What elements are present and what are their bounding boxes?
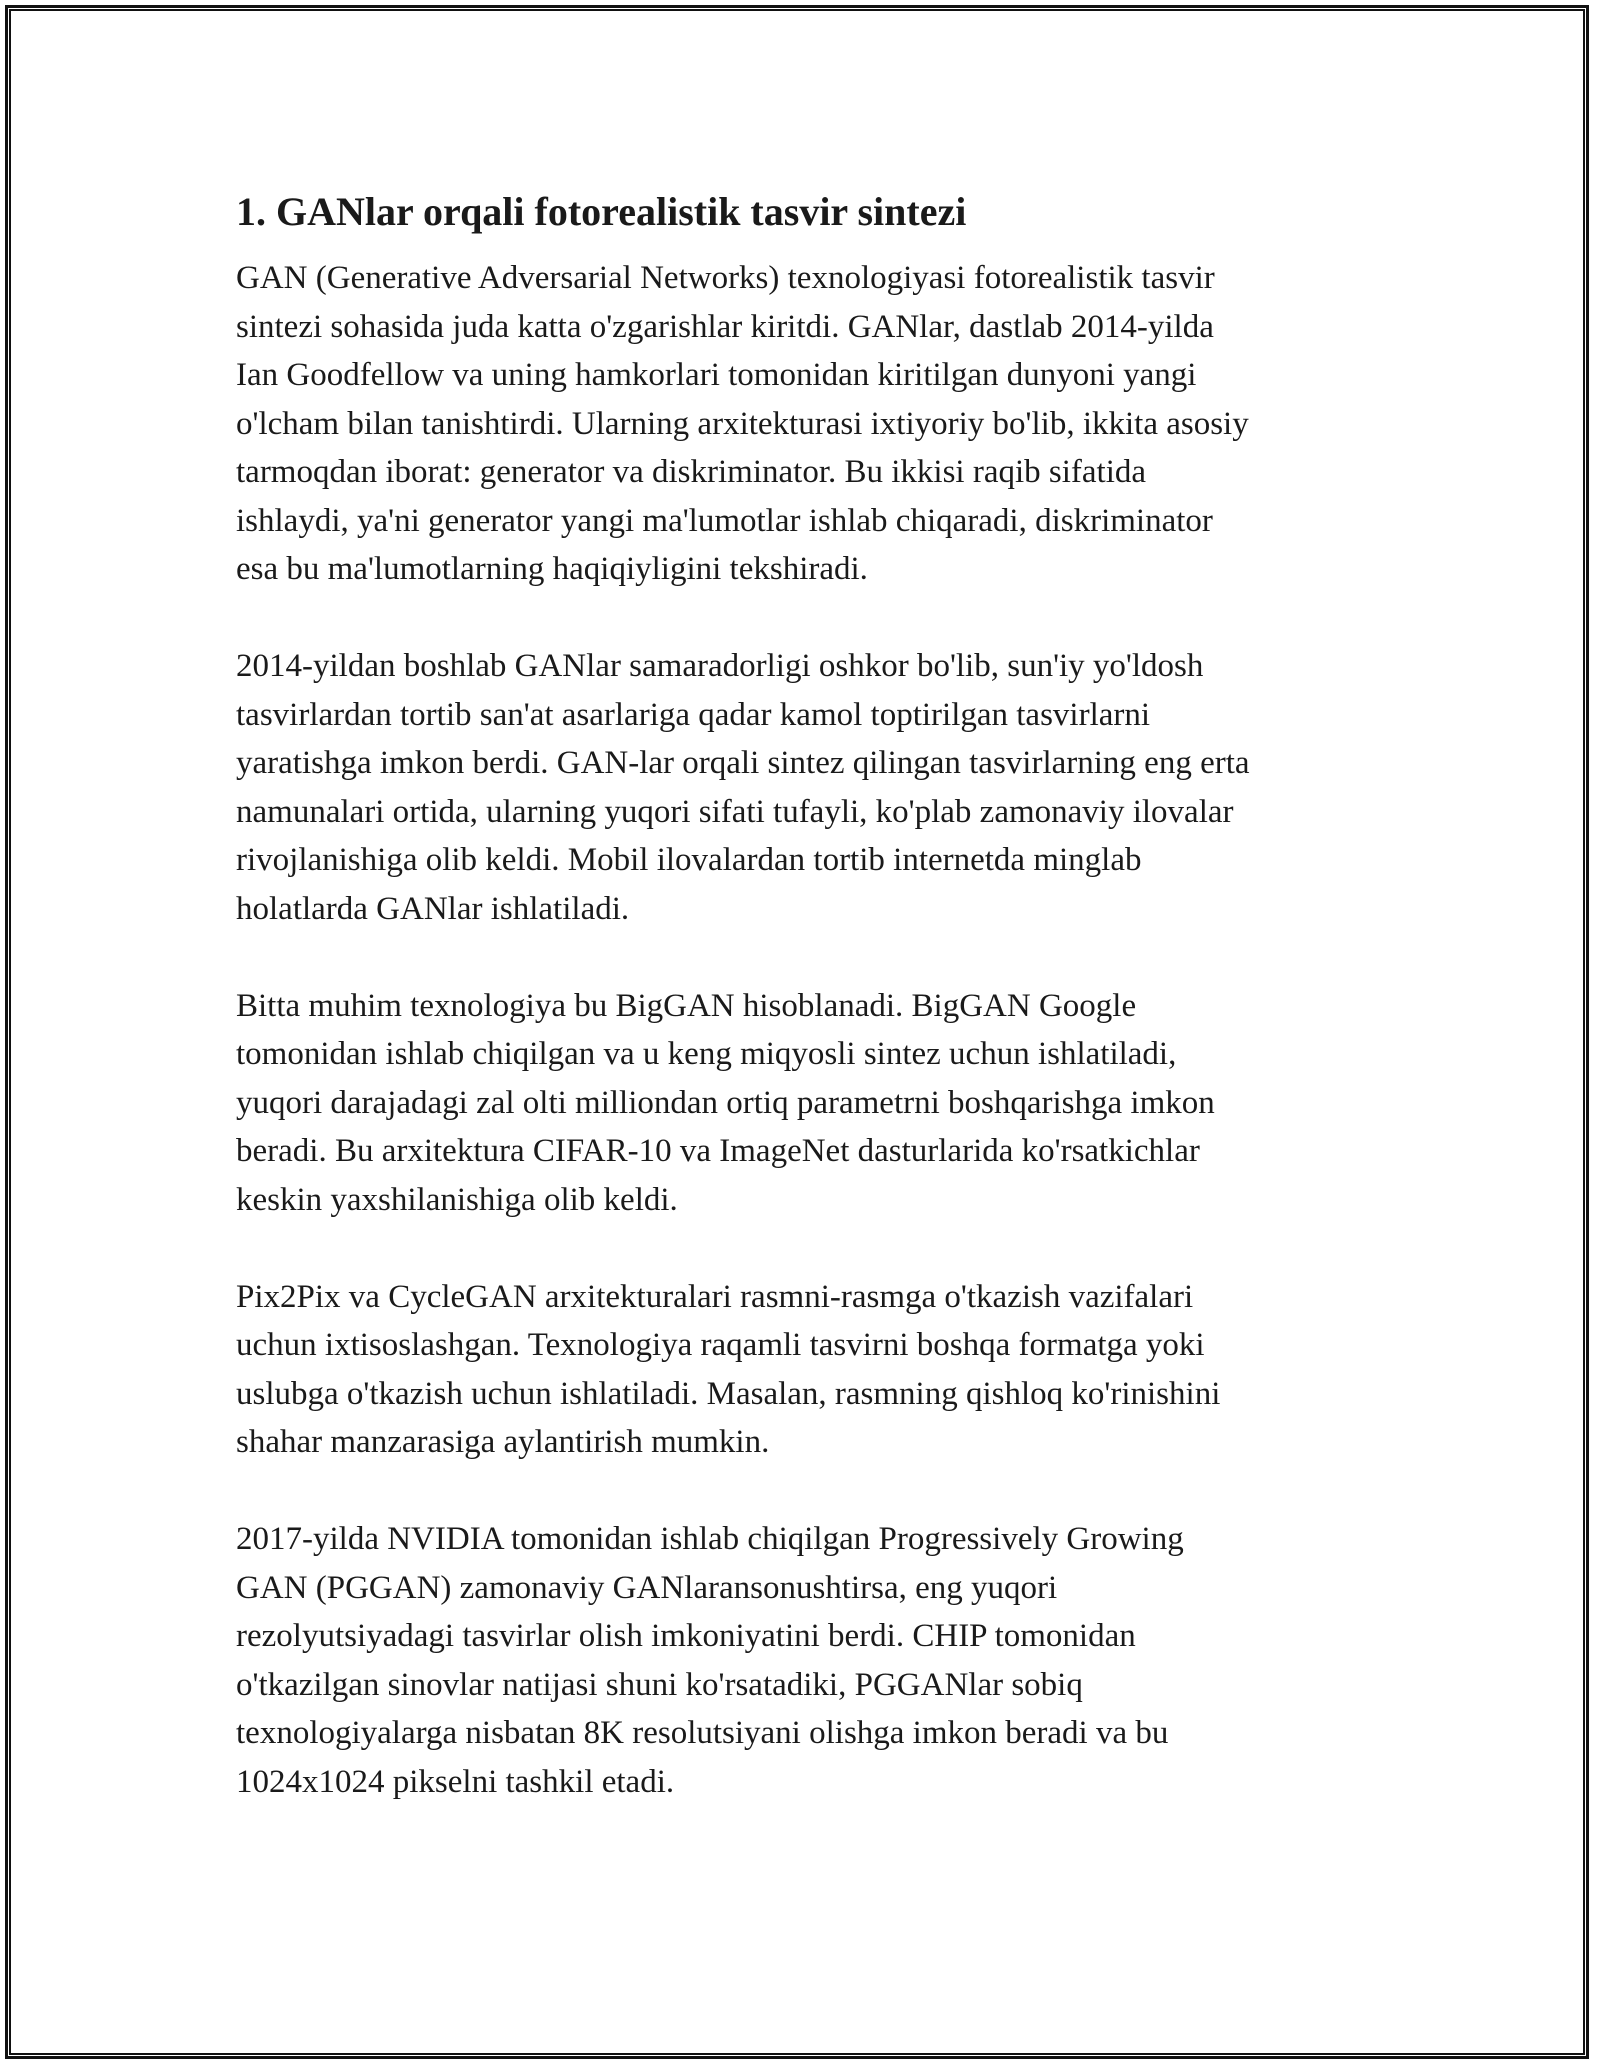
- paragraph-line: namunalari ortida, ularning yuqori sifati tufayli, ko'plab zamonaviy ilovalar: [236, 793, 1234, 830]
- document-body: [236, 254, 1376, 1806]
- paragraph-line: uchun ixtisoslashgan. Texnologiya raqamli tasvirni boshqa formatga yoki: [236, 1327, 1205, 1363]
- paragraph-line: rivojlanishiga olib keldi. Mobil ilovalardan tortib internetda minglab: [236, 842, 1142, 878]
- paragraph: [236, 642, 1376, 933]
- paragraph-line: rezolyutsiyadagi tasvirlar olish imkoniyatini berdi. CHIP tomonidan: [236, 1618, 1136, 1654]
- paragraph-line: keskin yaxshilanishiga olib keldi.: [236, 1181, 678, 1218]
- paragraph-line: tasvirlardan tortib san'at asarlariga qadar kamol toptirilgan tasvirlarni: [236, 696, 1151, 733]
- paragraph-line: beradi. Bu arxitektura CIFAR-10 va ImageNet dasturlarida ko'rsatkichlar: [236, 1133, 1200, 1169]
- paragraph-line: Bitta muhim texnologiya bu BigGAN hisoblanadi. BigGAN Google: [236, 987, 1137, 1024]
- document-page: [236, 186, 1376, 1855]
- paragraph-line: yaratishga imkon berdi. GAN-lar orqali sintez qilingan tasvirlarning eng erta: [236, 745, 1250, 781]
- paragraph-line: o'lcham bilan tanishtirdi. Ularning arxitekturasi ixtiyoriy bo'lib, ikkita asosiy: [236, 405, 1249, 442]
- paragraph: [236, 254, 1376, 594]
- paragraph-line: esa bu ma'lumotlarning haqiqiyligini tekshiradi.: [236, 551, 868, 587]
- paragraph-line: holatlarda GANlar ishlatiladi.: [236, 890, 630, 927]
- paragraph-line: shahar manzarasiga aylantirish mumkin.: [236, 1424, 770, 1460]
- paragraph-line: tarmoqdan iborat: generator va diskriminator. Bu ikkisi raqib sifatida: [236, 454, 1147, 490]
- page-title: 1. GANlar orqali fotorealistik tasvir sintezi: [236, 189, 967, 234]
- paragraph-line: tomonidan ishlab chiqilgan va u keng miqyosli sintez uchun ishlatiladi,: [236, 1036, 1177, 1072]
- paragraph-line: sintezi sohasida juda katta o'zgarishlar kiritdi. GANlar, dastlab 2014-yilda: [236, 308, 1214, 345]
- paragraph-line: o'tkazilgan sinovlar natijasi shuni ko'rsatadiki, PGGANlar sobiq: [236, 1666, 1083, 1703]
- paragraph-line: texnologiyalarga nisbatan 8K resolutsiyani olishga imkon beradi va bu: [236, 1715, 1169, 1751]
- paragraph-line: GAN (Generative Adversarial Networks) texnologiyasi fotorealistik tasvir: [236, 260, 1215, 296]
- paragraph-line: uslubga o'tkazish uchun ishlatiladi. Masalan, rasmning qishloq ko'rinishini: [236, 1375, 1221, 1412]
- paragraph-line: 2014-yildan boshlab GANlar samaradorligi oshkor bo'lib, sun'iy yo'ldosh: [236, 648, 1204, 684]
- paragraph-line: GAN (PGGAN) zamonaviy GANlaransonushtirsa, eng yuqori: [236, 1569, 1058, 1606]
- paragraph-line: yuqori darajadagi zal olti milliondan ortiq parametrni boshqarishga imkon: [236, 1084, 1215, 1121]
- paragraph-line: ishlaydi, ya'ni generator yangi ma'lumotlar ishlab chiqaradi, diskriminator: [236, 502, 1213, 539]
- paragraph-line: Ian Goodfellow va uning hamkorlari tomonidan kiritilgan dunyoni yangi: [236, 357, 1197, 393]
- paragraph: [236, 1273, 1376, 1467]
- paragraph: [236, 1515, 1376, 1806]
- paragraph: [236, 982, 1376, 1225]
- paragraph-line: 1024x1024 pikselni tashkil etadi.: [236, 1763, 675, 1800]
- paragraph-line: 2017-yilda NVIDIA tomonidan ishlab chiqilgan Progressively Growing: [236, 1521, 1184, 1557]
- paragraph-line: Pix2Pix va CycleGAN arxitekturalari rasmni-rasmga o'tkazish vazifalari: [236, 1278, 1194, 1315]
